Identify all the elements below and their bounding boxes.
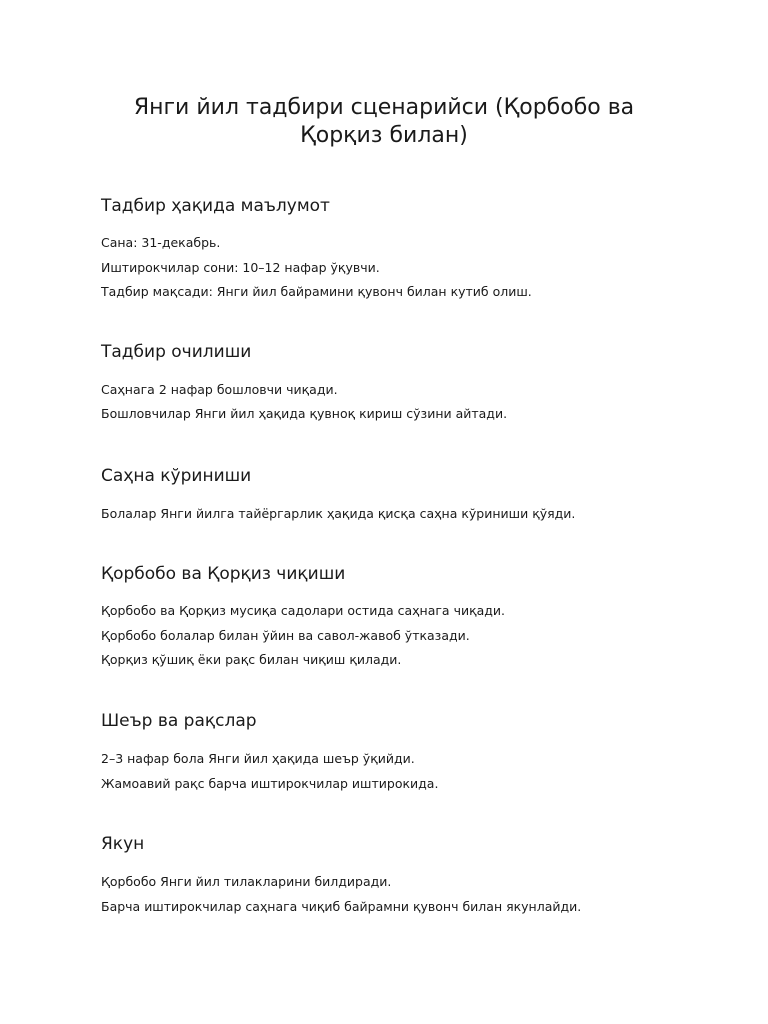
santa-line-2: Қорбобо болалар билан ўйин ва савол-жавоб ўтказади. [101,628,470,643]
opening-line-2: Бошловчилар Янги йил ҳақида қувноқ кириш сўзини айтади. [101,406,508,421]
info-participants: Иштирокчилар сони: 10–12 нафар ўқувчи. [101,260,380,275]
santa-line-3: Қорқиз қўшиқ ёки рақс билан чиқиш қилади. [101,652,402,667]
section-heading-ending: Якун [101,834,145,854]
document-title: Янги йил тадбири сценарийси (Қорбобо ва Қорқиз билан) [133,95,635,148]
opening-line-1: Саҳнага 2 нафар бошловчи чиқади. [101,382,338,397]
info-goal: Тадбир мақсади: Янги йил байрамини қувонч билан кутиб олиш. [101,284,532,299]
section-heading-scene: Саҳна кўриниши [101,466,252,486]
info-date: Сана: 31-декабрь. [101,235,221,250]
section-heading-opening: Тадбир очилиши [101,342,252,362]
ending-line-2: Барча иштирокчилар саҳнага чиқиб байрамни қувонч билан якунлайди. [101,899,582,914]
section-heading-poems: Шеър ва рақслар [101,711,257,731]
poems-line-2: Жамоавий рақс барча иштирокчилар иштирокида. [101,776,439,791]
section-heading-santa: Қорбобо ва Қорқиз чиқиши [101,564,346,584]
santa-line-1: Қорбобо ва Қорқиз мусиқа садолари остида саҳнага чиқади. [101,603,506,618]
ending-line-1: Қорбобо Янги йил тилакларини билдиради. [101,874,392,889]
poems-line-1: 2–3 нафар бола Янги йил ҳақида шеър ўқийди. [101,751,415,766]
section-heading-info: Тадбир ҳақида маълумот [101,196,330,216]
scene-line-1: Болалар Янги йилга тайёргарлик ҳақида қисқа саҳна кўриниши қўяди. [101,506,576,521]
